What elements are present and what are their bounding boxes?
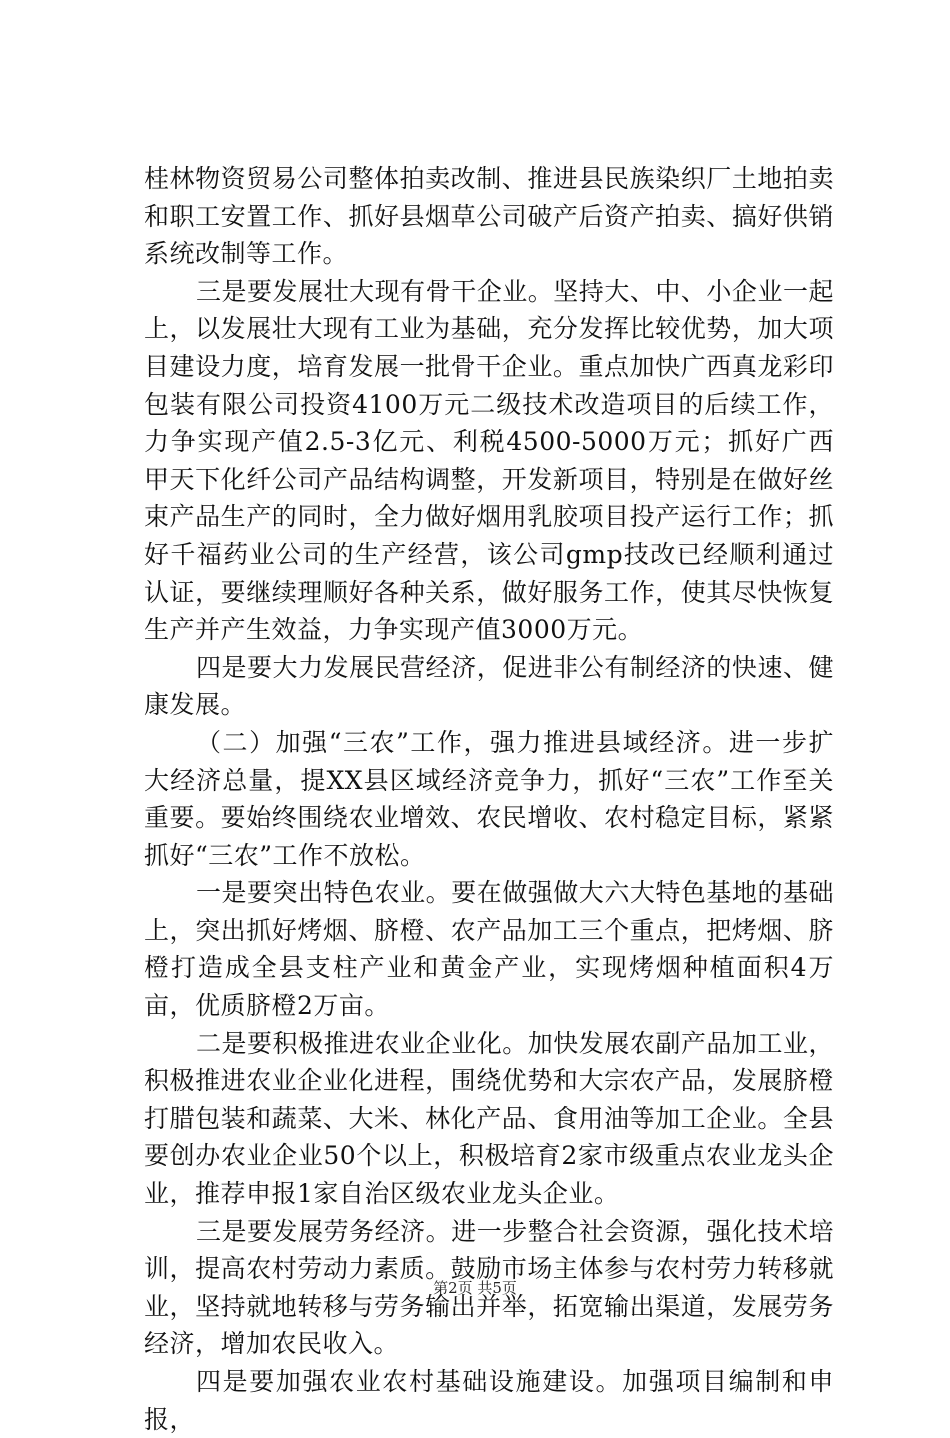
paragraph-section-heading: （二）加强“三农”工作，强力推进县域经济。进一步扩大经济总量，提XX县区域经济竞争力，抓好“三农”工作至关重要。要始终围绕农业增效、农民增收、农村稳定目标，紧紧抓好“三农”工作不放松。	[144, 727, 834, 870]
paragraph-labor-economy: 三是要发展劳务经济。进一步整合社会资源，强化技术培训，提高农村劳动力素质。鼓励市场主体参与农村劳力转移就业，坚持就地转移与劳务输出并举，拓宽输出渠道，发展劳务经济，增加农民收入。	[144, 1216, 834, 1359]
paragraph-backbone-enterprises: 三是要发展壮大现有骨干企业。坚持大、中、小企业一起上，以发展壮大现有工业为基础，充分发挥比较优势，加大项目建设力度，培育发展一批骨干企业。重点加快广西真龙彩印包装有限公司投资4100万元二级技术改造项目的后续工作，力争实现产值2.5-3亿元、利税4500-5000万元；抓好广西甲天下化纤公司产品结构调整，开发新项目，特别是在做好丝束产品生产的同时，全力做好烟用乳胶项目投产运行工作；抓好千福药业公司的生产经营，该公司gmp技改已经顺利通过认证，要继续理顺好各种关系，做好服务工作，使其尽快恢复生产并产生效益，力争实现产值3000万元。	[144, 276, 834, 645]
page-number-footer: 第2页 共5页	[433, 1279, 517, 1297]
document-body	[144, 160, 834, 1438]
paragraph-agri-enterprise: 二是要积极推进农业企业化。加快发展农副产品加工业，积极推进农业企业化进程，围绕优势和大宗农产品，发展脐橙打腊包装和蔬菜、大米、林化产品、食用油等加工企业。全县要创办农业企业50个以上，积极培育2家市级重点农业龙头企业，推荐申报1家自治区级农业龙头企业。	[144, 1028, 834, 1209]
paragraph-private-economy: 四是要大力发展民营经济，促进非公有制经济的快速、健康发展。	[144, 652, 834, 720]
paragraph-continuation: 桂林物资贸易公司整体拍卖改制、推进县民族染织厂土地拍卖和职工安置工作、抓好县烟草公司破产后资产拍卖、搞好供销系统改制等工作。	[144, 164, 834, 269]
paragraph-special-agriculture: 一是要突出特色农业。要在做强做大六大特色基地的基础上，突出抓好烤烟、脐橙、农产品加工三个重点，把烤烟、脐橙打造成全县支柱产业和黄金产业，实现烤烟种植面积4万亩，优质脐橙2万亩。	[144, 878, 834, 1021]
paragraph-infrastructure: 四是要加强农业农村基础设施建设。加强项目编制和申报，	[144, 1367, 834, 1434]
